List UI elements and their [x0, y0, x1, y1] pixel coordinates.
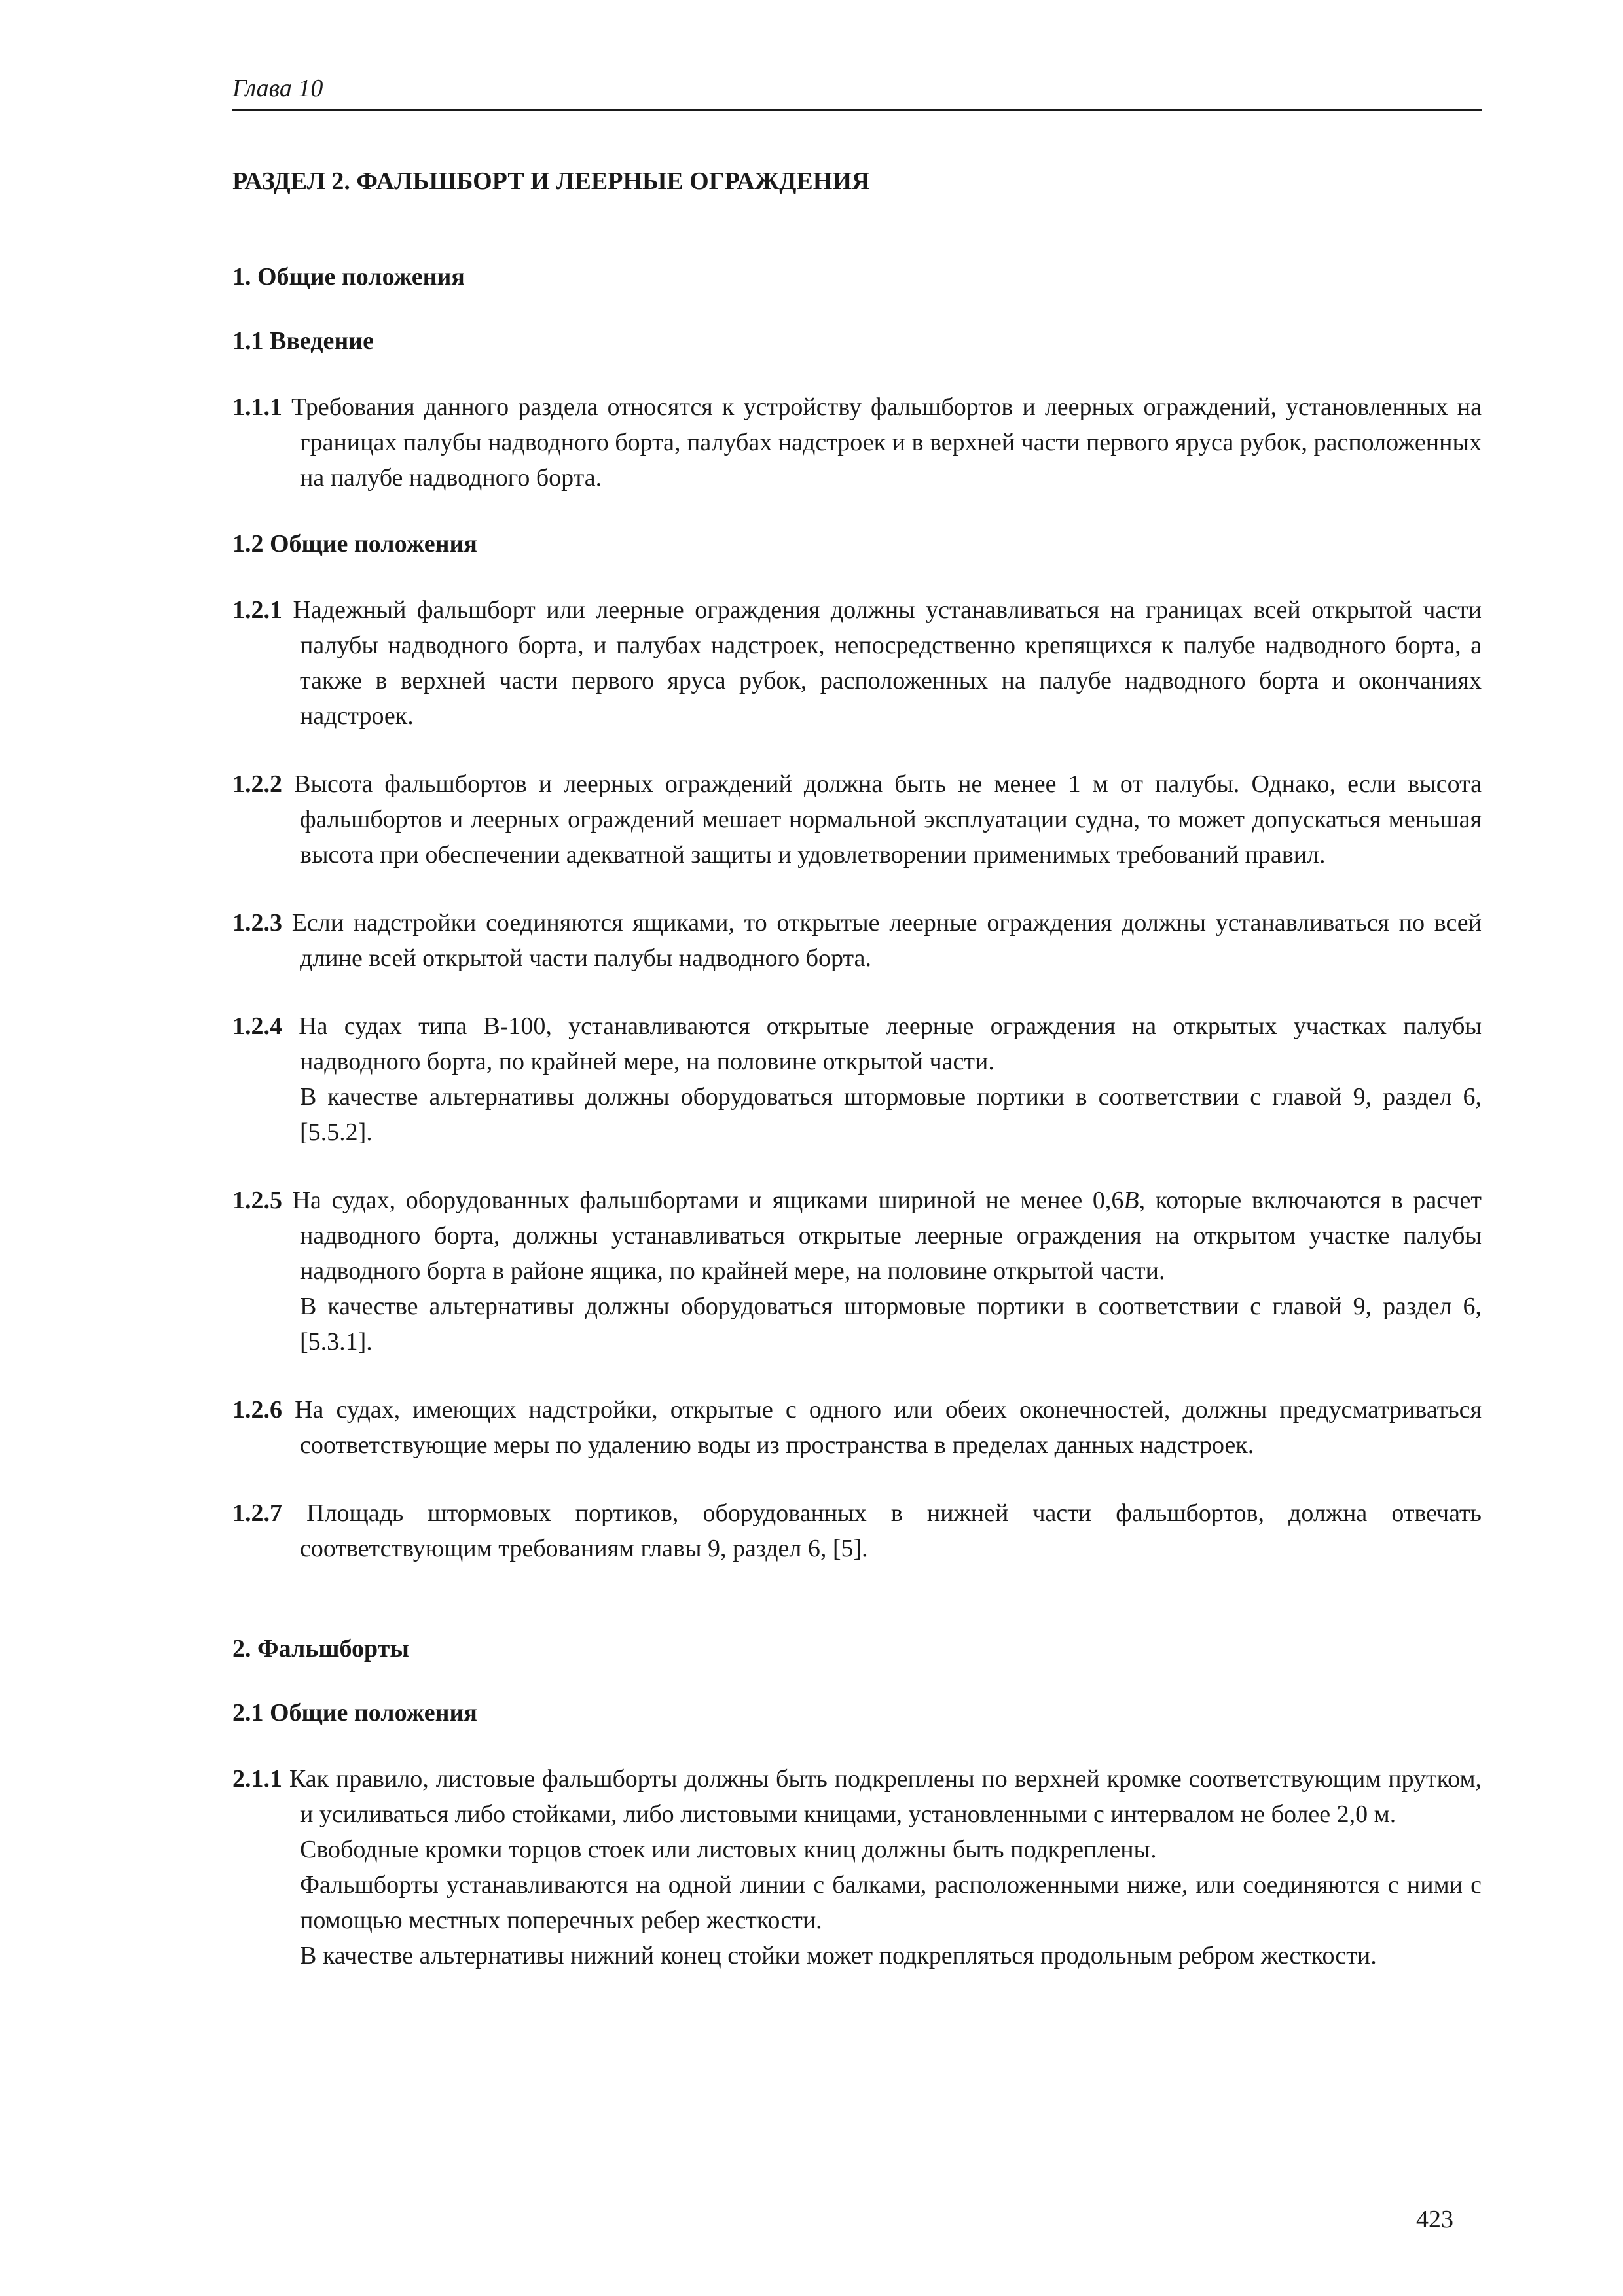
paragraph-number: 1.1.1	[232, 393, 282, 421]
paragraph-1-2-3	[232, 905, 1482, 976]
paragraph-1-2-4	[232, 1009, 1482, 1150]
paragraph-text: Надежный фальшборт или леерные ограждения должны устанавливаться на границах всей открытой части палубы надводного борта, и палубах надстроек, непосредственно крепящихся к палубе надводного борта, а также в верхней части первого яруса рубок, расположенных на палубе надводного борта и окончаниях надстроек.	[293, 596, 1482, 730]
paragraph-2-1-1	[232, 1761, 1482, 1973]
paragraph-number: 1.2.4	[232, 1013, 282, 1040]
running-header: Глава 10	[232, 73, 1482, 111]
paragraph-number: 1.2.3	[232, 909, 282, 937]
section-gap	[232, 1599, 1482, 1633]
paragraph-number: 1.2.6	[232, 1396, 282, 1424]
paragraph-1-2-1	[232, 592, 1482, 734]
paragraph-1-2-5	[232, 1183, 1482, 1359]
heading-2: 2. Фальшборты	[232, 1635, 409, 1662]
document-page	[232, 73, 1482, 2006]
paragraph-1-1-1	[232, 389, 1482, 495]
paragraph-continuation: Фальшборты устанавливаются на одной линии с балками, расположенными ниже, или соединяются с ними с помощью местных поперечных ребер жесткости.	[300, 1871, 1482, 1934]
paragraph-number: 1.2.1	[232, 596, 282, 624]
paragraph-text: На судах, оборудованных фальшбортами и ящиками шириной не менее 0,6	[292, 1187, 1124, 1214]
heading-1-2: 1.2 Общие положения	[232, 530, 477, 558]
paragraph-number: 1.2.5	[232, 1187, 282, 1214]
paragraph-continuation: В качестве альтернативы должны оборудоваться штормовые портики в соответствии с главой 9, раздел 6, [5.3.1].	[300, 1293, 1482, 1355]
paragraph-text: Высота фальшбортов и леерных ограждений должна быть не менее 1 м от палубы. Однако, если высота фальшбортов и леерных ограждений мешает нормальной эксплуатации судна, то может допускаться меньшая высота при обеспечении адекватной защиты и удовлетворении применимых требований правил.	[294, 770, 1482, 869]
heading-1-1: 1.1 Введение	[232, 327, 374, 355]
paragraph-1-2-2	[232, 766, 1482, 872]
paragraph-text: Требования данного раздела относятся к устройству фальшбортов и леерных ограждений, установленных на границах палубы надводного борта, палубах надстроек и в верхней части первого яруса рубок, расположенных на палубе надводного борта.	[291, 393, 1482, 492]
paragraph-continuation: Свободные кромки торцов стоек или листовых книц должны быть подкреплены.	[300, 1836, 1157, 1863]
paragraph-text: Площадь штормовых портиков, оборудованных в нижней части фальшбортов, должна отвечать соответствующим требованиям главы 9, раздел 6, [5].	[300, 1499, 1482, 1562]
heading-2-1: 2.1 Общие положения	[232, 1699, 477, 1727]
page-number: 423	[1416, 2206, 1453, 2233]
paragraph-1-2-7	[232, 1496, 1482, 1566]
paragraph-text: На судах типа В-100, устанавливаются открытые леерные ограждения на открытых участках палубы надводного борта, по крайней мере, на половине открытой части.	[299, 1013, 1482, 1075]
paragraph-text: Как правило, листовые фальшборты должны быть подкреплены по верхней кромке соответствующим прутком, и усиливаться либо стойками, либо листовыми кницами, установленными с интервалом не более 2,0 м.	[289, 1765, 1482, 1828]
paragraph-text-tail: , которые включаются в расчет надводного борта, должны устанавливаться открытые леерные ограждения на открытом участке палубы надводного борта в районе ящика, по крайней мере, на половине открытой части.	[300, 1187, 1482, 1285]
paragraph-text: Если надстройки соединяются ящиками, то открытые леерные ограждения должны устанавливаться по всей длине всей открытой части палубы надводного борта.	[291, 909, 1482, 972]
paragraph-text: На судах, имеющих надстройки, открытые с одного или обеих оконечностей, должны предусматриваться соответствующие меры по удалению воды из пространства в пределах данных надстроек.	[295, 1396, 1482, 1459]
paragraph-number: 1.2.2	[232, 770, 282, 798]
section-title: РАЗДЕЛ 2. ФАЛЬШБОРТ И ЛЕЕРНЫЕ ОГРАЖДЕНИЯ	[232, 168, 870, 195]
paragraph-number: 2.1.1	[232, 1765, 282, 1793]
heading-1: 1. Общие положения	[232, 263, 465, 291]
paragraph-1-2-6	[232, 1392, 1482, 1463]
paragraph-number: 1.2.7	[232, 1499, 282, 1527]
variable-b: B	[1123, 1187, 1139, 1214]
paragraph-continuation: В качестве альтернативы должны оборудоваться штормовые портики в соответствии с главой 9, раздел 6, [5.5.2].	[300, 1083, 1482, 1146]
paragraph-continuation: В качестве альтернативы нижний конец стойки может подкрепляться продольным ребром жесткости.	[300, 1942, 1377, 1969]
